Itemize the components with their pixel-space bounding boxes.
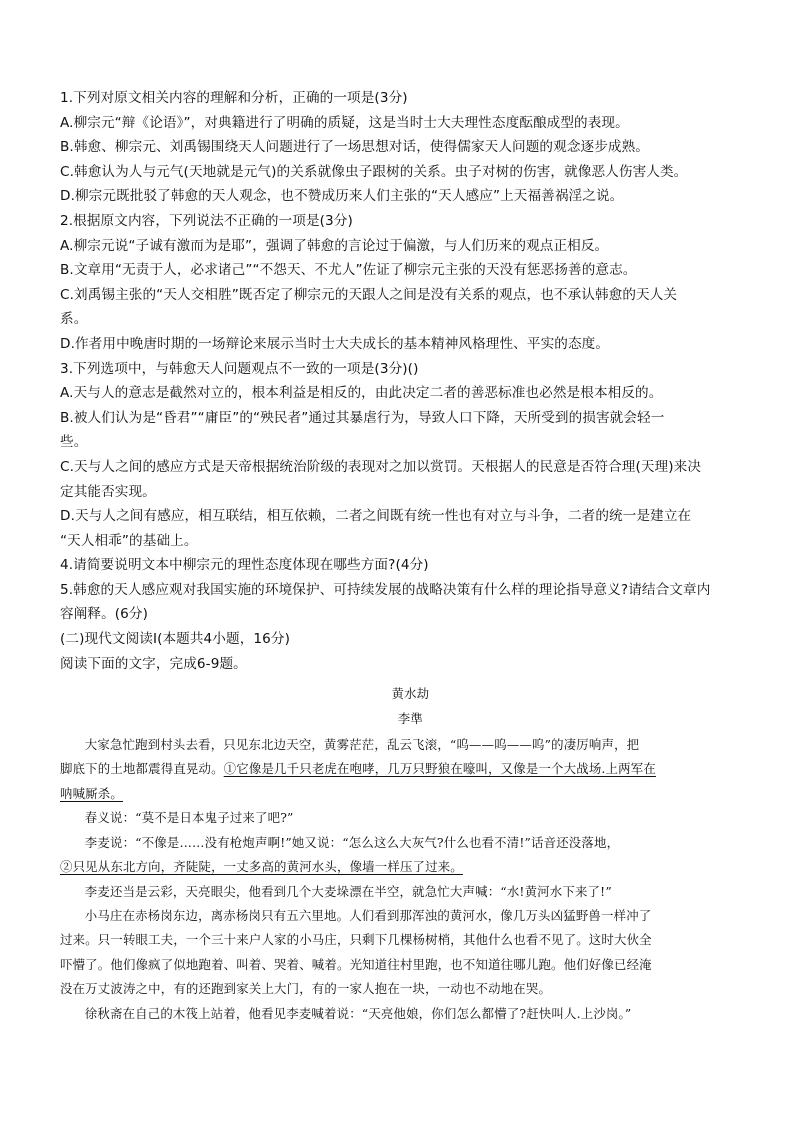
question-list — [60, 86, 736, 627]
exam-page — [60, 86, 736, 1026]
question-line: A.柳宗元“辩《论语》”，对典籍进行了明确的质疑，这是当时士大夫理性态度酝酿成型的表现。 — [60, 114, 629, 131]
story-paragraph: 小马庄在赤杨岗东边，离赤杨岗只有五六里地。人们看到那浑浊的黄河水，像几万头凶猛野兽一样冲了 — [84, 907, 652, 923]
question-line: C.刘禹锡主张的“天人交相胜”既否定了柳宗元的天跟人之间是没有关系的观点，也不承认韩愈的天人关 — [60, 286, 678, 303]
story-passage — [60, 682, 736, 1026]
story-paragraph — [60, 733, 736, 757]
story-title: 黄水劫 — [391, 686, 430, 702]
story-paragraph-cont — [60, 782, 736, 806]
question-line: D.天与人之间有感应，相互联结，相互依赖，二者之间既有统一性也有对立与斗争，二者的统一是建立在 — [60, 508, 692, 525]
story-paragraph: 徐秋斋在自己的木筏上站着，他看见李麦喊着说：“天亮他娘，你们怎么都懵了?赶快叫人.上沙岗。” — [84, 1005, 632, 1021]
question-line: 系。 — [60, 311, 88, 328]
underlined-sentence-2: ②只见从东北方向，齐陡陡，一丈多高的黄河水头，像墙一样压了过来。 — [60, 859, 463, 875]
story-text: 大家急忙跑到村头去看，只见东北边天空，黄雾茫茫，乱云飞滚，“呜——呜——呜”的凄厉响声，把 — [84, 737, 640, 753]
question-line: B.被人们认为是“昏君”“庸臣”的“殃民者”通过其暴虐行为，导致人口下降，天所受到的损害就会轻一 — [60, 409, 665, 426]
story-paragraph: 李麦说：“不像是……没有枪炮声啊!”她又说：“怎么这么大灰气?什么也看不清!”话音还没落地， — [84, 834, 620, 850]
story-paragraph-cont: 吓懵了。他们像疯了似地跑着、叫着、哭着、喊着。光知道往村里跑，也不知道往哪儿跑。他们好像已经淹 — [60, 956, 652, 972]
story-paragraph-cont — [60, 757, 736, 781]
question-line: C.天与人之间的感应方式是天帝根据统治阶级的表现对之加以赏罚。天根据人的民意是否符合理(天理)来决 — [60, 458, 702, 475]
story-paragraph-cont: 没在万丈波涛之中，有的还跑到家关上大门，有的一家人抱在一块，一动也不动地在哭。 — [60, 981, 552, 997]
question-stem: 2.根据原文内容，下列说法不正确的一项是(3分) — [60, 212, 353, 229]
story-paragraph: 春义说：“莫不是日本鬼子过来了吧?” — [84, 810, 294, 826]
question-stem: 4.请简要说明文本中柳宗元的理性态度体现在哪些方面?(4分) — [60, 557, 429, 574]
question-stem: 3.下列选项中，与韩愈天人问题观点不一致的一项是(3分)() — [60, 360, 419, 377]
question-line: D.柳宗元既批驳了韩愈的天人观念，也不赞成历来人们主张的“天人感应”上天福善祸淫之说。 — [60, 188, 624, 205]
question-line: 容阐释。(6分) — [60, 606, 149, 623]
story-author: 李準 — [397, 710, 423, 726]
question-line: C.韩愈认为人与元气(天地就是元气)的关系就像虫子跟树的关系。虫子对树的伤害，就像恶人伤害人类。 — [60, 163, 688, 180]
story-paragraph-cont: 过来。只一转眼工夫，一个三十来户人家的小马庄，只剩下几棵杨树梢，其他什么也看不见了。这时大伙全 — [60, 932, 652, 948]
question-line: 定其能否实现。 — [60, 483, 156, 500]
question-line: B.韩愈、柳宗元、刘禹锡围绕天人问题进行了一场思想对话，使得儒家天人问题的观念逐步成熟。 — [60, 139, 649, 156]
section-instruction: 阅读下面的文字，完成6-9题。 — [60, 655, 247, 672]
underlined-sentence-1: ①它像是几千只老虎在咆哮，几万只野狼在嚎叫，又像是一个大战场.上两军在 — [223, 761, 656, 777]
section-heading: (二)现代文阅读Ⅰ(本题共4小题，16分) — [60, 631, 290, 648]
story-paragraph-cont — [60, 855, 736, 879]
underlined-sentence-1-end: 呐喊厮杀。 — [60, 785, 123, 801]
question-line: D.作者用中晚唐时期的一场辩论来展示当时士大夫成长的基本精神风格理性、平实的态度。 — [60, 335, 610, 352]
question-stem: 1.下列对原文相关内容的理解和分析，正确的一项是(3分) — [60, 90, 408, 106]
story-paragraph: 李麦还当是云彩，天亮眼尖，他看到几个大麦垛漂在半空，就急忙大声喊：“水!黄河水下来了!” — [84, 883, 612, 899]
question-stem: 5.韩愈的天人感应观对我国实施的环境保护、可持续发展的战略决策有什么样的理论指导意义?请结合文章内 — [60, 581, 711, 598]
question-line: A.天与人的意志是截然对立的，根本利益是相反的，由此决定二者的善恶标准也必然是根本相反的。 — [60, 385, 663, 402]
question-line: B.文章用“无责于人，必求诸己”“不怨天、不尤人”佐证了柳宗元主张的天没有惩恶扬善的意志。 — [60, 262, 637, 279]
question-line: A.柳宗元说“子诚有激而为是耶”，强调了韩愈的言论过于偏激，与人们历来的观点正相反。 — [60, 237, 609, 254]
story-text: 脚底下的土地都震得直晃动。 — [60, 761, 224, 777]
question-line: “天人相乖”的基础上。 — [60, 532, 198, 549]
question-line: 些。 — [60, 434, 88, 451]
